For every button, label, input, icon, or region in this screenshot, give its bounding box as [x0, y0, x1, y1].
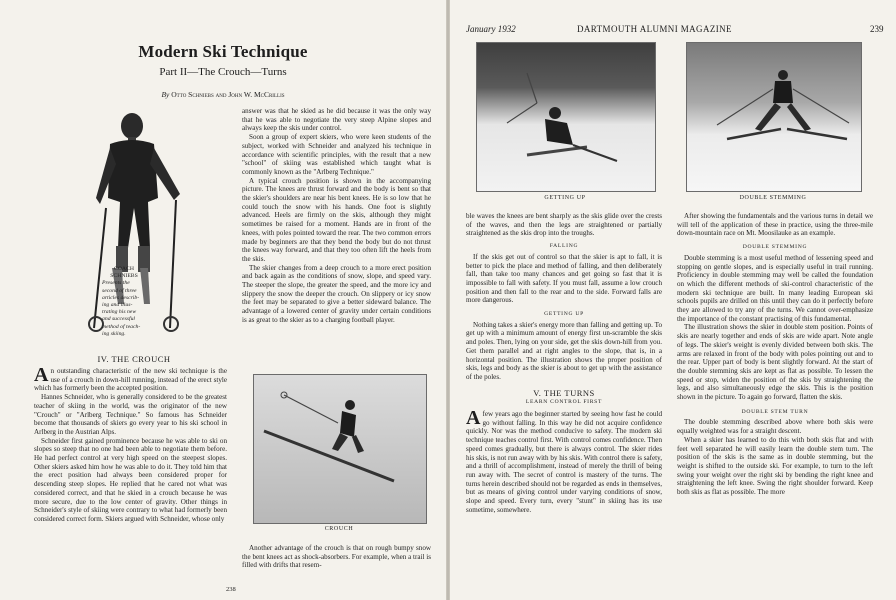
- paragraph: When a skier has learned to do this with both skis flat and with feet well separated he will easily learn the double stem turn. The position of the skis is the same as in double stemming, but the weight is shifted to the outside ski. For example, to turn to the left swing your weight over the right ski by bending the right knee and straightening the left knee. Swing the right shoulder forward. Keep both skis as flat as possible. The more: [677, 435, 873, 497]
- cut-caption-line: trating his new: [102, 309, 137, 316]
- paragraph: [34, 364, 227, 393]
- subheading-double-stemming: DOUBLE STEMMING: [742, 244, 808, 251]
- drop-cap: A: [34, 364, 49, 386]
- right-column-2: [677, 212, 873, 497]
- section-heading-crouch: IV. THE CROUCH: [97, 354, 171, 364]
- article-title: Modern Ski Technique: [138, 42, 308, 61]
- paragraph: ble waves the knees are bent sharply as the skis glide over the crests of the waves, and then the legs are straightened or partially straightened as the skis drop into the troughs.: [466, 212, 662, 238]
- cut-caption-line: COACH: [114, 266, 134, 272]
- cut-caption-line: second of three: [102, 287, 137, 294]
- page-number: 238: [226, 586, 236, 593]
- cut-caption-line: SCHNIEBS: [110, 273, 138, 280]
- left-column-2: [242, 107, 431, 325]
- header-date: January 1932: [466, 24, 516, 34]
- paragraph: The illustration shows the skier in double stem position. Points of skis are nearly together and ends of skis are wide apart. Note angle of legs. The skier's weight is evenly divided between both skis. The arms are relaxed in front of the body with poles pointing out and to the rear. Upper part of body is bent slightly forward. At the start of the double stemming skis are kept as flat as possible. To lessen the speed or stop, widen the position of the skis by straightening the legs, and also simultaneously edge the skis. This is the position shown in the picture. To again go forward, flatten the skis.: [677, 323, 873, 402]
- paragraph: [466, 407, 662, 514]
- cut-caption-line: articles describ-: [102, 294, 140, 301]
- double-stemming-photo: [686, 42, 862, 192]
- crouch-photo-caption: CROUCH: [324, 526, 354, 532]
- paragraph: Schneider first gained prominence because he was able to ski on slopes so steep that no one had been able to negotiate them before. He had perfect control at very high speed on the steepest slopes. Other skiers asked him how he was able to do it. They told him that the erect position had always been considered proper for descending steep slopes. He replied that he cared not what was considered correct, and that he skied in a crouch because he was more secure, due to the low center of gravity. Other things in Schneider's style of skiing were contrary to what had formerly been considered correct form. Skiers argued with Schneider, whose only: [34, 436, 227, 523]
- paragraph-text: n outstanding characteristic of the new ski technique is the use of a crouch in down-hill running, instead of the erect style which has formerly been the accepted position.: [34, 367, 227, 393]
- byline-prefix: By: [161, 90, 170, 99]
- drop-cap: A: [466, 407, 481, 430]
- paragraph: The double stemming described above where both skis were equally weighted was for a straight descent.: [677, 418, 873, 436]
- left-page: [0, 0, 446, 600]
- subheading-learn-control: LEARN CONTROL FIRST: [525, 399, 603, 406]
- getting-up-caption: GETTING UP: [544, 195, 586, 201]
- paragraph: The skier changes from a deep crouch to a more erect position and back again as the conditions of snow, slope, and speed vary. The steeper the slope, the greater the speed, and the more icy and slippery the snow the deeper the crouch. On slippery or icy snow the feet may be separated to give a better sideward balance. The advantage of a lowered center of gravity under certain conditions is as great to the skier as to a charging football player.: [242, 263, 431, 324]
- cut-caption-line: ing and illus-: [102, 302, 133, 309]
- cut-caption-line: Presents the: [102, 280, 130, 287]
- crouch-skier-figure: [254, 375, 426, 523]
- paragraph: A typical crouch position is shown in the accompanying picture. The knees are thrust forward and the body is bent so that the skier's shoulders are near his bent knees. He is so low that he could touch the snow with his hands. One foot is slightly advanced. Heels are firmly on the skis, although they might sometimes be raised for a moment. Hands are in front of the knees, with poles pointed toward the rear. The two common errors made by beginners are that they bend the body but do not thrust the knees way forward, and that they too often lift the heels from the skis.: [242, 176, 431, 263]
- getting-up-photo: [476, 42, 656, 192]
- crouch-photo: [253, 374, 427, 524]
- paragraph: answer was that he skied as he did because it was the only way that he was able to negotiate the very steep Alpine slopes and always keep the skis under control.: [242, 107, 431, 133]
- paragraph: Hannes Schneider, who is generally considered to be the greatest teacher of skiing in the world, was the originator of the new "Crouch" or "Arlberg Technique." So famous has Schneider become that thousands of skiers go every year to his ski school in Arlberg in the Austrian Alps.: [34, 393, 227, 436]
- subheading-getting-up: GETTING UP: [544, 311, 584, 318]
- cut-caption: [94, 266, 154, 338]
- paragraph: Double stemming is a most useful method of lessening speed and stopping on gentle slopes, and is especially useful in trail running. Proficiency in double stemming may well be called the foundation on which the different methods of ski-control characteristic of the modern ski technique are built. In many leading European ski schools pupils are drilled on this until they can do it perfectly before they are allowed to try any of the turns. We cannot over-emphasize the importance of the constant practising of this fundamental.: [677, 253, 873, 323]
- paragraph: Soon a group of expert skiers, who were keen students of the subject, worked with Schneider and analyzed his technique in accordance with scientific principles, with the result that a new "school" of skiing was established which taught what is commonly known as the "Arlberg Technique.": [242, 133, 431, 176]
- paragraph: Nothing takes a skier's energy more than falling and getting up. To get up with a minimum amount of energy first un-scramble the skis and poles. Then, lying on your side, get the skis down-hill from you. Get them parallel and at right angles to the slope, that is, in a horizontal position. The illustration shows the proper position of skis, legs and body as the skier is about to get up with the assistance of the poles.: [466, 320, 662, 381]
- right-column-1: [466, 212, 662, 515]
- byline-authors: Otto Schniebs and John W. McCrillis: [171, 90, 285, 99]
- cut-caption-line: and successful: [102, 316, 136, 323]
- double-stemming-caption: DOUBLE STEMMING: [739, 195, 807, 201]
- header-page-number: 239: [870, 24, 884, 34]
- right-page: [450, 0, 896, 600]
- left-column-2-continued: [242, 544, 431, 570]
- left-column-1: [34, 364, 227, 524]
- cut-caption-line: ing skiing.: [102, 330, 126, 337]
- subheading-falling: FALLING: [549, 243, 579, 250]
- section-heading-turns: V. THE TURNS: [533, 387, 595, 398]
- paragraph-text: few years ago the beginner started by seeing how fast he could go without falling. In this way he did not acquire confidence quickly. Nor was the method conducive to safety. The modern ski technique teaches control first. With control comes confidence. Then speed comes gradually, but there is always control. The skier rides his skis, is not run away with by his skis. With control there is safety, and a thrill of accomplishment, instead of merely the thrill of being run away with. The secret of control is mastery of the turns. The turns herein described should not be regarded as ends in themselves, but as means of giving control under varying conditions of snow, slope and speed. Every turn, every "stunt" in skiing has its use sometime, somewhere.: [466, 410, 662, 514]
- getting-up-figure: [477, 43, 655, 191]
- cut-caption-line: method of teach-: [102, 323, 141, 330]
- header-title: DARTMOUTH ALUMNI MAGAZINE: [577, 24, 732, 34]
- double-stemming-figure: [687, 43, 861, 191]
- paragraph: Another advantage of the crouch is that on rough bumpy snow the bent knees act as shock-absorbers. For example, when a trail is filled with drifts that resem-: [242, 544, 431, 570]
- paragraph: After showing the fundamentals and the various turns in detail we will tell of the application of these in practice, using the three-mile down-mountain race on Mt. Moosilauke as an example.: [677, 212, 873, 238]
- paragraph: If the skis get out of control so that the skier is apt to fall, it is better to pick the place and method of falling, and then deliberately fall, than take too many chances and get going so fast that it is impossible to fall with safety. If you must fall, assume a low crouch position and then fall to the rear and to the side. Forward falls are more dangerous.: [466, 252, 662, 305]
- subheading-double-stem-turn: DOUBLE STEM TURN: [741, 408, 809, 415]
- byline: [0, 90, 446, 99]
- article-subtitle: Part II—The Crouch—Turns: [159, 66, 287, 78]
